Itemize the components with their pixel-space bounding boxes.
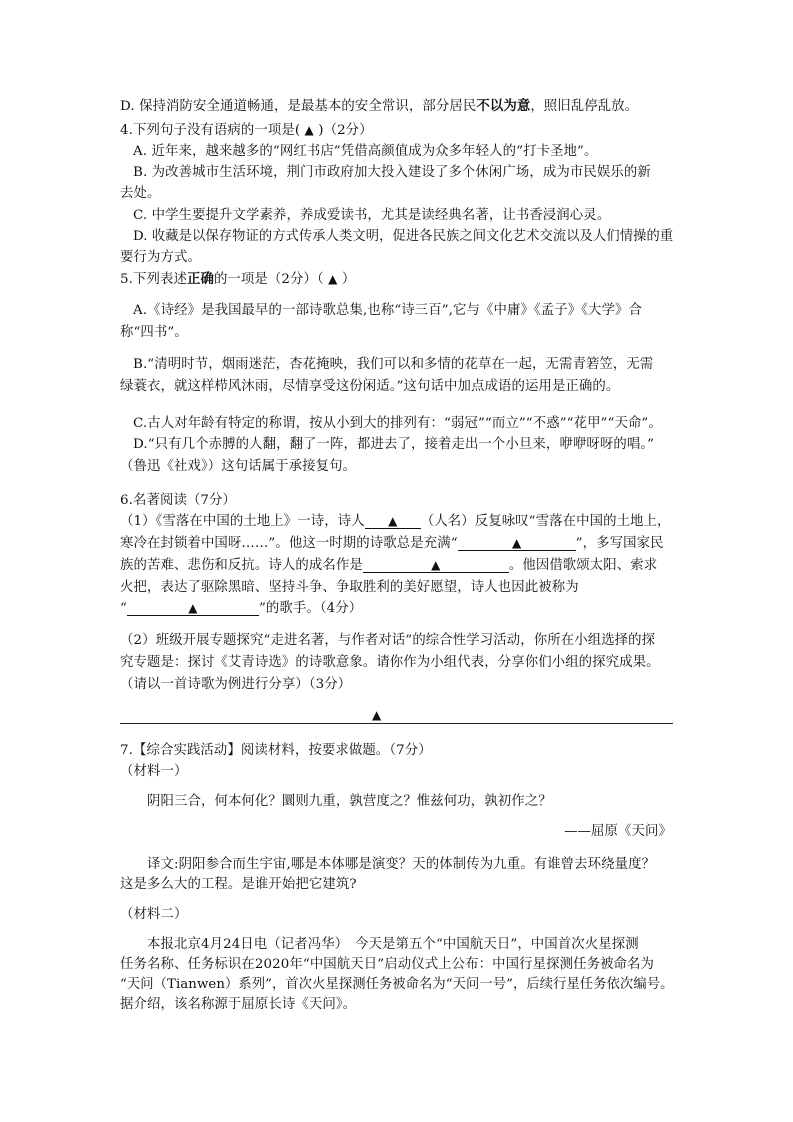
q6-text: 寒冷在封锁着中国呀……”。他这一时期的诗歌总是充满“ bbox=[120, 536, 458, 551]
q6-p1-line4: 火把，表达了驱除黑暗、坚持斗争、争取胜利的美好愿望，诗人也因此被称为 bbox=[120, 580, 579, 595]
q6-p1-line1 bbox=[120, 513, 671, 531]
q5-option-b: B.“清明时节，烟雨迷茫，杏花掩映，我们可以和多情的花草在一起，无需青箬笠，无需 bbox=[133, 357, 654, 372]
answer-blank[interactable] bbox=[127, 601, 259, 616]
answer-mark-icon: ▲ bbox=[188, 601, 198, 615]
q7-material1-text: 阴阳三合，何本何化？圜则九重，孰营度之？惟兹何功，孰初作之？ bbox=[147, 794, 552, 809]
q7-material2-line3: “天问（Tianwen）系列”，首次火星探测任务被命名为“天问一号”，后续行星任务依次编号。 bbox=[120, 977, 674, 992]
q7-material2-line1: 本报北京4月24日电（记者冯华） 今天是第五个“中国航天日”，中国首次火星探测 bbox=[147, 937, 639, 952]
q6-p2-line2: 究专题是：探讨《艾青诗选》的诗歌意象。请你作为小组代表，分享你们小组的探究成果。 bbox=[120, 655, 660, 670]
q3-d-text-end: ，照旧乱停乱放。 bbox=[530, 99, 639, 114]
answer-blank[interactable] bbox=[365, 514, 421, 529]
q6-p1-line2 bbox=[120, 535, 664, 553]
answer-mark-icon: ▲ bbox=[388, 514, 398, 528]
q7-material2-label: （材料二） bbox=[120, 907, 188, 922]
q5-option-d-cont: （鲁迅《社戏》）这句话属于承接复句。 bbox=[120, 459, 357, 474]
answer-mark-icon: ▲ bbox=[431, 558, 441, 572]
q3-d-text: D. 保持消防安全通道畅通，是最基本的安全常识，部分居民 bbox=[120, 99, 477, 114]
q4-option-a: A. 近年来，越来越多的“网红书店”凭借高颜值成为众多年轻人的“打卡圣地”。 bbox=[133, 144, 598, 159]
q6-p1-line3 bbox=[120, 557, 657, 575]
q5-option-c: C.古人对年龄有特定的称谓，按从小到大的排列有：“弱冠”“而立”“不惑”“花甲”“天命”。 bbox=[133, 416, 662, 431]
answer-blank[interactable] bbox=[458, 536, 576, 551]
q7-material2-line4: 据介绍，该名称源于屈原长诗《天问》。 bbox=[120, 997, 357, 1012]
q6-p1-line5 bbox=[120, 600, 362, 618]
q5-option-a-cont: 称“四书”。 bbox=[120, 325, 188, 340]
answer-line[interactable] bbox=[120, 723, 673, 724]
q5-stem-bold: 正确 bbox=[186, 271, 214, 287]
q4-option-c: C. 中学生要提升文学素养，养成爱读书，尤其是读经典名著，让书香浸润心灵。 bbox=[133, 208, 611, 223]
q4-option-b-cont: 去处。 bbox=[120, 186, 161, 201]
q5-stem-score: 的一项是（2分）（ bbox=[213, 272, 324, 287]
q5-option-a: A.《诗经》是我国最早的一部诗歌总集,也称“诗三百”,它与《中庸》《孟子》《大学》合 bbox=[133, 303, 642, 318]
q6-text: ”的歌手。（4分） bbox=[258, 601, 363, 616]
q6-text: “ bbox=[120, 601, 127, 616]
answer-mark-icon[interactable]: ▲ bbox=[328, 272, 338, 286]
q5-option-b-cont: 绿蓑衣，就这样栉风沐雨，尽情享受这份闲适。”这句话中加点成语的运用是正确的。 bbox=[120, 379, 620, 394]
q7-material2-line2: 任务名称、任务标识在2020年“中国航天日”启动仪式上公布：中国行星探测任务被命名为 bbox=[120, 957, 655, 972]
q6-text: （1）《雪落在中国的土地上》一诗，诗人 bbox=[120, 514, 365, 529]
q5-stem-end: ） bbox=[341, 272, 356, 287]
answer-blank[interactable] bbox=[363, 558, 509, 573]
q7-material1-label: （材料一） bbox=[120, 764, 188, 779]
q6-text: （人名）反复咏叹“雪落在中国的土地上， bbox=[420, 514, 671, 529]
q6-stem: 6.名著阅读（7分） bbox=[120, 493, 237, 508]
answer-mark-icon[interactable]: ▲ bbox=[304, 123, 314, 137]
q5-stem bbox=[120, 270, 355, 289]
q6-p2-line1: （2）班级开展专题探究“走进名著，与作者对话”的综合性学习活动，你所在小组选择的探 bbox=[120, 633, 656, 648]
q7-translation-line1: 译文:阴阳参合而生宇宙,哪是本体哪是演变？天的体制传为九重。有谁曾去环绕量度？ bbox=[147, 857, 656, 872]
q6-text: 族的苦难、悲伤和反抗。诗人的成名作是 bbox=[120, 558, 363, 573]
q4-stem-text: 4.下列句子没有语病的一项是( bbox=[120, 123, 301, 138]
q3-option-d bbox=[120, 97, 638, 116]
q4-stem-score: )（2分） bbox=[318, 123, 373, 138]
q5-stem-text: 5.下列表述 bbox=[120, 272, 187, 287]
q5-option-d: D.“只有几个赤膊的人翻，翻了一阵，都进去了，接着走出一个小旦来，咿咿呀呀的唱。” bbox=[133, 437, 655, 452]
q4-stem bbox=[120, 121, 373, 140]
q7-material1-source: ——屈原《天问》 bbox=[564, 824, 672, 839]
q4-option-b: B. 为改善城市生活环境，荆门市政府加大投入建设了多个休闲广场，成为市民娱乐的新 bbox=[133, 165, 651, 180]
q7-stem: 7.【综合实践活动】阅读材料，按要求做题。（7分） bbox=[120, 743, 432, 758]
q6-text: ”，多写国家民 bbox=[575, 536, 664, 551]
answer-mark-icon: ▲ bbox=[512, 536, 522, 550]
q6-p2-line3: （请以一首诗歌为例进行分享）（3分） bbox=[120, 677, 352, 692]
q7-translation-line2: 这是多么大的工程。是谁开始把它建筑? bbox=[120, 877, 357, 892]
q3-d-bold: 不以为意 bbox=[476, 98, 531, 114]
q4-option-d-cont: 要行为方式。 bbox=[120, 250, 201, 265]
answer-mark-icon[interactable]: ▲ bbox=[372, 708, 382, 722]
q4-option-d: D. 收藏是以保存物证的方式传承人类文明，促进各民族之间文化艺术交流以及人们情操的重 bbox=[133, 229, 674, 244]
q6-text: 。他因借歌颂太阳、索求 bbox=[508, 558, 658, 573]
